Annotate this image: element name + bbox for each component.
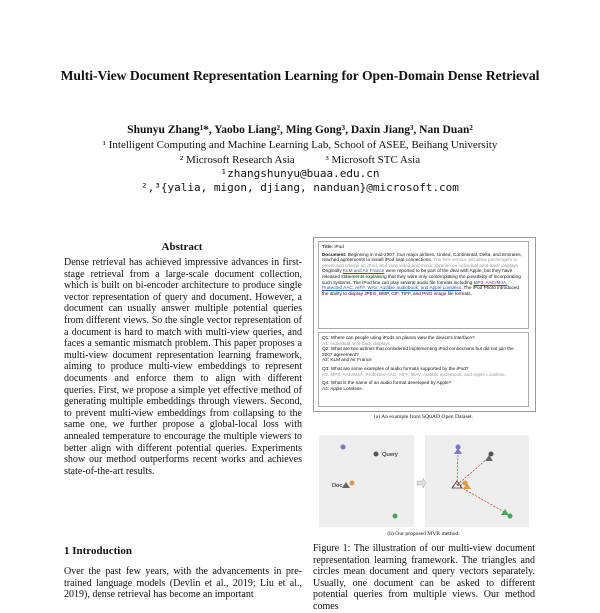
doc-title-label: Title: [322,244,334,249]
figure-caption: Figure 1: The illustration of our multi-view document representation learning framework. The triangles and circles mean document and query vectors separately. Usually, one document can be asked to different potential queries from multiple views. Our method comes [313,543,535,612]
abstract-heading: Abstract [161,241,203,253]
query-point-green [393,514,398,519]
affiliation-beihang: ¹ Intelligent Computing and Machine Learning Lab, School of ASEE, Beihang University [102,139,498,151]
section-heading-introduction: 1 Introduction [64,545,132,557]
doc-text-3d: MP3, AAC/M4A, Protected AAC, AIFF, WAV, Audible audiobook, and Apple Lossless [322,279,508,291]
question-3: Q3: What are some examples of audio formats supported by the iPod? [322,365,469,371]
doc-text-3e: . The iPod Photo introduced the ability to display JPEG, BMP, GIF, TIFF, and PNG image file formats. [322,285,520,296]
label-doc: Doc [332,483,343,489]
answer-2: A2: KLM and Air France [322,357,372,363]
doc-text-3a: Originally [322,268,342,274]
author-list: Shunyu Zhang¹*, Yaobo Liang², Ming Gong³, Daxin Jiang³, Nan Duan² [127,124,473,136]
email-beihang: ¹zhangshunyu@buaa.edu.cn [220,167,380,180]
right-panel-bg [425,435,529,527]
figure-example-panel [313,237,536,412]
doc-text-1: Beginning in mid-2007, four major airlines, United, Continental, Delta, and Emirates, reached agreements to install iPod seat connections. [322,251,522,263]
questions-box [318,332,529,407]
document-box [318,241,529,329]
mvr-diagram [313,425,534,529]
answer-4: A4: Apple Lossless. [322,385,363,391]
doc-label: Document: [322,251,347,257]
doc-text-2: The free service will allow passengers to power and charge an iPod, and view video and music libraries on individual seat-back displays. [322,257,520,268]
affiliation-stca: ³ Microsoft STC Asia [325,154,421,166]
caption-b: (b) Our proposed MVR method. [387,531,460,537]
question-1: Q1: Where can people using iPods on planes view the device's interface? [322,335,475,340]
introduction-body: Over the past few years, with the advancements in pre-trained language models (Devlin et al., 2019; Liu et al., 2019), dense retrieval has become an important [64,566,302,601]
doc-title: iPod [334,244,344,249]
doc-text-3b: KLM and Air France [342,268,385,274]
question-4: Q4: What is the name of an audio format developed by Apple? [322,380,452,386]
affiliation-row [0,154,600,166]
query-point-blue [341,445,346,450]
arrow-icon [417,478,426,488]
query-point-dark [374,452,379,457]
question-2: Q2: What are two airlines that considered implementing iPod connections but did not join the 2007 agreement? [322,346,514,357]
answer-1: A1: Individual seat-back displays [322,340,391,346]
query-point-orange [350,481,355,486]
abstract-body: Dense retrieval has achieved impressive advances in first-stage retrieval from a large-scale document collection, which is built on bi-encoder architecture to produce single vector representation of query and document. However, a document can usually answer multiple potential queries from different views. So the single vector representation of a document is hard to match with multi-view queries, and faces a semantic mismatch problem. This paper proposes a multi-view document representation learning framework, aiming to produce multi-view embeddings to represent documents and enforce them to align with different queries. First, we propose a simple yet effective method of generating multiple embeddings through viewers. Second, to prevent multi-view embeddings from collapsing to the same one, we further propose a global-local loss with annealed temperature to encourage the multiple viewers to better align with different potential queries. Experiments show our method outperforms recent works and achieves state-of-the-art results. [64,257,302,477]
caption-a: (a) An example from SQuAD Open Dataset. [373,414,474,420]
doc-text-3c: were reported to be part of the deal with Apple, but they have released statements explaining that they were only contemplating the possibility of incorporating such systems. The iPod line can play several audio file formats including [322,268,521,285]
label-query: Query [382,452,398,458]
left-panel-bg [319,435,414,527]
paper-title: Multi-View Document Representation Learning for Open-Domain Dense Retrieval [60,68,540,83]
answer-3: A3: MP3, AAC/M4A, Protected AAC, AIFF, WAV, Audible audiobook, and Apple Lossless. [322,371,506,377]
email-microsoft: ²,³{yalia, migon, djiang, nanduan}@microsoft.com [141,181,459,194]
affiliation-msra: ² Microsoft Research Asia [179,154,295,166]
